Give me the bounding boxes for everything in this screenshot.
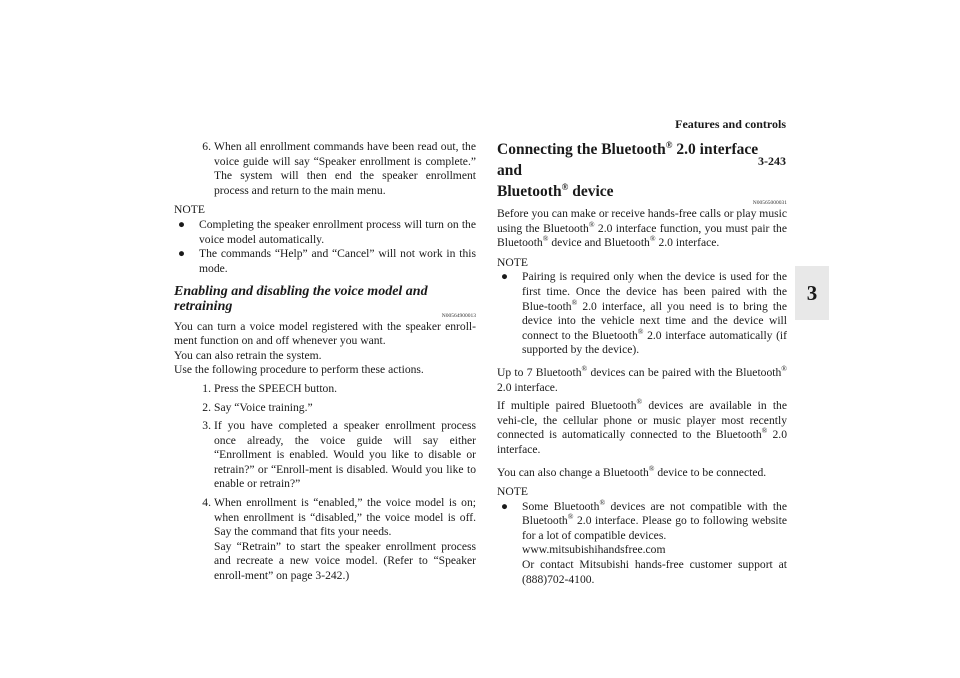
paragraph: You can also retrain the system. (174, 348, 322, 362)
note-text: Pairing is required only when the device is used for the first time. Once the device has been paired with the Blue-tooth® 2.0 interface, all you need is to bring the device into the vehicle next time and the device will connect to the Bluetooth® 2.0 interface automatically (if supported by the device). (522, 270, 788, 357)
step-6 (174, 140, 476, 198)
website-text: www.mitsubishihandsfree.com (522, 543, 666, 557)
page-header-title: Features and controls (675, 117, 786, 131)
bullet-icon: ● (501, 270, 509, 284)
step-text-extra: Say “Retrain” to start the speaker enrollment process and recreate a new voice model. (Refer to “Speaker enroll-ment” on page 3-242.) (214, 539, 476, 583)
note-label: NOTE (174, 203, 205, 217)
note-label: NOTE (497, 485, 528, 499)
registered-mark: ® (665, 139, 673, 150)
right-column (497, 140, 787, 587)
note-item (174, 218, 476, 247)
step-text: When all enrollment commands have been read out, the voice guide will say “Speaker enrollment is complete.” The system will then end the speaker enrollment process and return to the main menu. (214, 140, 476, 197)
step-text-line: When enrollment is “enabled,” the voice model is on; when enrollment is “disabled,” the voice model is off. Say the command that fits your needs. (214, 496, 476, 539)
registered-mark: ® (561, 181, 569, 192)
chapter-tab (795, 266, 829, 320)
step-2 (174, 401, 476, 416)
paragraph: You can turn a voice model registered with the speaker enroll-ment function on and off whenever you want. (174, 319, 476, 348)
note-text: The commands “Help” and “Cancel” will not work in this mode. (199, 247, 476, 275)
step-number: 6. (202, 140, 211, 153)
step-text: If you have completed a speaker enrollment process once already, the voice guide will say either “Enrollment is enabled. Would you like to disable or retrain?” or “Enroll-ment is disabled. Would you like to enable or retrain?” (214, 419, 476, 491)
title-text: Connecting the Bluetooth (497, 141, 666, 158)
paragraph: If multiple paired Bluetooth® devices are available in the vehi-cle, the cellular phone or music player most recently connected is automatically connected to the Bluetooth® 2.0 interface. (497, 397, 788, 456)
title-text: device (568, 183, 614, 200)
step-text (214, 496, 476, 584)
note-item (497, 270, 787, 358)
note-item (174, 247, 476, 276)
bullet-icon: ● (501, 499, 509, 513)
contact-text: Or contact Mitsubishi hands-free customer support at (888)702-4100. (522, 558, 787, 586)
title-text: Bluetooth (497, 183, 562, 200)
step-4 (174, 496, 476, 584)
page-number: 3-243 (758, 154, 786, 168)
section-code: N00564900013 (441, 312, 476, 319)
chapter-tab-label: 3 (806, 281, 818, 305)
bullet-icon: ● (178, 247, 186, 261)
section-heading: Enabling and disabling the voice model and retraining (174, 284, 428, 314)
step-text: Press the SPEECH button. (214, 381, 338, 395)
paragraph: Before you can make or receive hands-free calls or play music using the Bluetooth® 2.0 interface function, you must pair the Bluetooth® device and Bluetooth® 2.0 interface. (497, 207, 787, 250)
note-item (497, 497, 787, 588)
title-text: 2.0 interface and (497, 141, 759, 179)
note-label: NOTE (497, 255, 528, 269)
step-number: 1. (202, 381, 211, 395)
step-number: 2. (202, 400, 211, 414)
step-number: 3. (202, 419, 211, 433)
left-column (174, 140, 476, 584)
paragraph: You can also change a Bluetooth® device to be connected. (497, 463, 767, 479)
step-text: Say “Voice training.” (214, 400, 313, 414)
note-text: Some Bluetooth® devices are not compatible with the Bluetooth® 2.0 interface. Please go to following website for a lot of compatible devices. www.mitsubishihandsfree.com Or contact Mitsubishi hands-free customer support at (888)702-4100. (522, 497, 787, 586)
note-text: Completing the speaker enrollment process will turn on the voice model automatically. (199, 217, 476, 246)
section-title (497, 139, 787, 202)
paragraph: Use the following procedure to perform these actions. (174, 363, 424, 377)
bullet-icon: ● (178, 217, 186, 231)
step-3 (174, 419, 476, 492)
step-number: 4. (202, 496, 211, 510)
step-1 (174, 382, 476, 397)
section-code: N00565000031 (752, 200, 787, 206)
paragraph: Up to 7 Bluetooth® devices can be paired with the Bluetooth® 2.0 interface. (497, 364, 787, 394)
